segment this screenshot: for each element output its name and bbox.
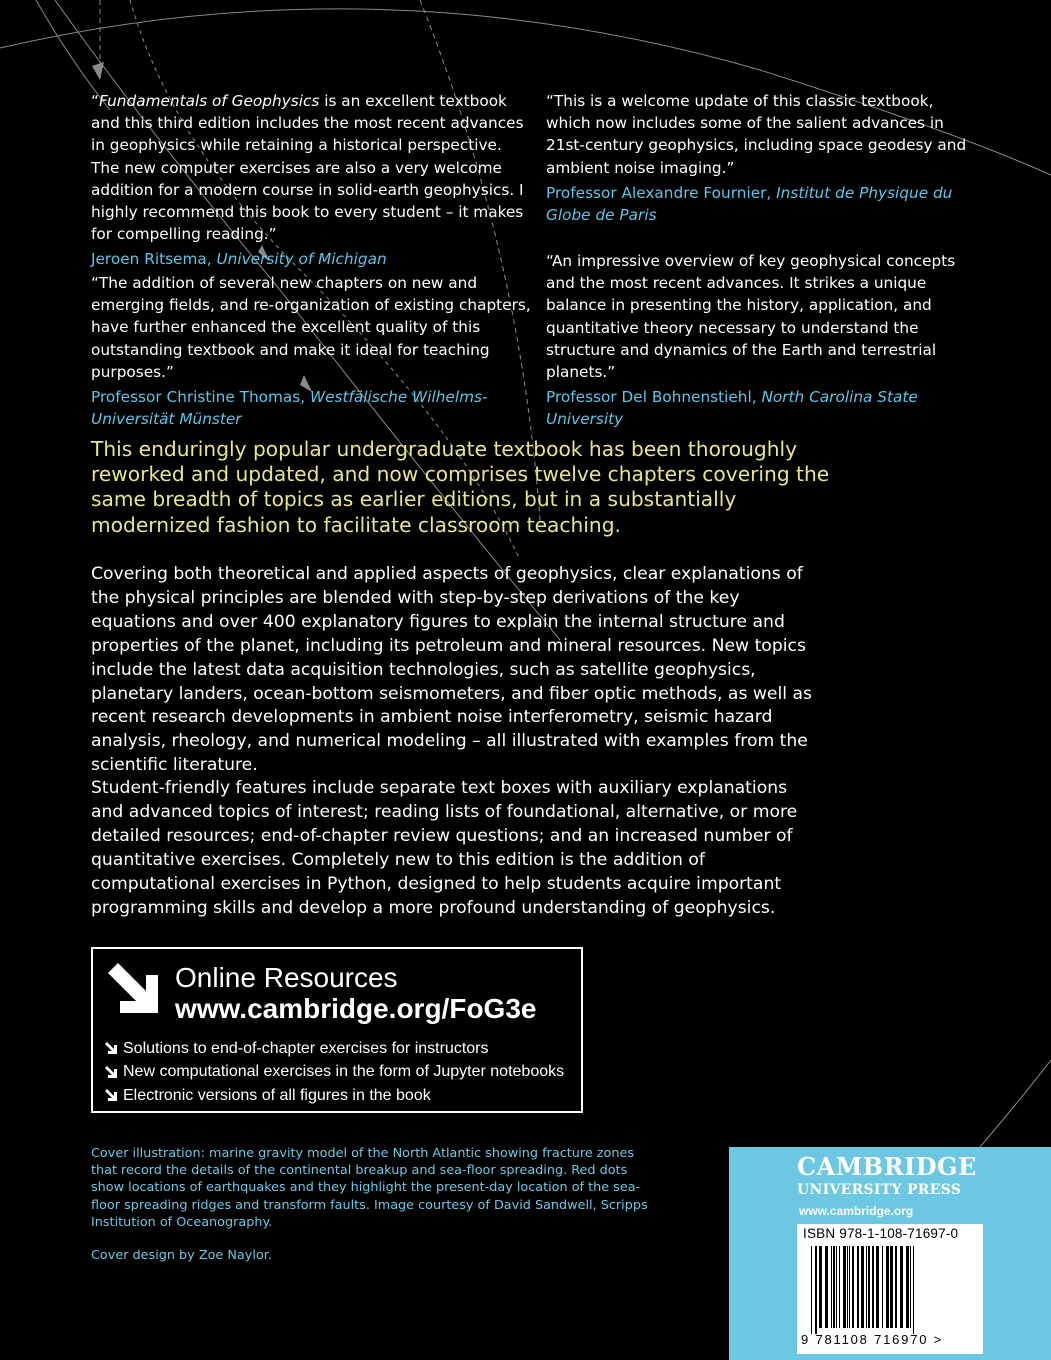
quote-attribution: Professor Del Bohnenstiehl, North Carolina State University <box>546 388 918 429</box>
cover-design-credit: Cover design by Zoe Naylor. <box>91 1248 272 1263</box>
list-item: New computational exercises in the form of Jupyter notebooks <box>105 1060 564 1083</box>
quote-thomas <box>91 272 531 430</box>
barcode-bar <box>906 1246 909 1328</box>
barcode-bar <box>890 1246 893 1328</box>
barcode-bar <box>866 1246 867 1328</box>
barcode-bar <box>895 1246 897 1328</box>
body-paragraph-2: Student-friendly features include separate text boxes with auxiliary explanations and advanced topics of interest; reading lists of foundational, alternative, or more detailed resources; end-of-chapter review questions; and an increased number of quantitative exercises. Completely new to this edition is the addition of computational exercises in Python, designed to help students acquire important programming skills and develop a more profound understanding of geophysics. <box>91 778 798 918</box>
barcode-bar <box>861 1246 864 1328</box>
quote-text: “Fundamentals of Geophysics is an excellent textbook and this third edition includes the most recent advances in geophysics while retaining a historical perspective. The new computer exercises are also a very welcome addition for a modern course in solid-earth geophysics. I highly recommend this book to every student – it makes for compelling reading.” <box>91 92 524 244</box>
barcode-bar <box>825 1246 828 1328</box>
barcode-bars <box>801 1246 979 1334</box>
barcode-bar <box>913 1246 914 1334</box>
online-resources-title: Online Resources <box>175 962 398 993</box>
barcode-bar <box>868 1246 870 1328</box>
barcode-bar <box>852 1246 854 1328</box>
online-resources-box <box>91 947 583 1113</box>
arrow-down-right-icon <box>105 1042 118 1055</box>
barcode-bar <box>847 1246 848 1328</box>
barcode-digits: 9 781108 716970 > <box>801 1332 944 1347</box>
arrow-down-right-icon <box>105 1089 118 1102</box>
barcode-bar <box>811 1246 812 1334</box>
list-item: Electronic versions of all figures in the book <box>105 1084 564 1107</box>
online-resources-list <box>105 1037 564 1107</box>
online-resources-url[interactable]: www.cambridge.org/FoG3e <box>175 993 537 1024</box>
body-paragraph-1: Covering both theoretical and applied aspects of geophysics, clear explanations of the physical principles are blended with step-by-step derivations of the key equations and over 400 explanatory figures to explain the internal structure and properties of the planet, including its petroleum and mineral resources. New topics include the latest data acquisition technologies, such as satellite geophysics, planetary landers, ocean-bottom seismometers, and fiber optic methods, as well as recent research developments in ambient noise interferometry, seismic hazard analysis, rheology, and numerical modeling – all illustrated with examples from the scientific literature. <box>91 564 813 776</box>
quote-ritsema <box>91 90 531 271</box>
barcode-bar <box>900 1246 903 1328</box>
quote-text: “An impressive overview of key geophysical concepts and the most recent advances. It strikes a unique balance in presenting the history, application, and quantitative theory necessary to understand the structure and dynamics of the Earth and terrestrial planets.” <box>546 252 956 382</box>
barcode-bar <box>831 1246 832 1328</box>
barcode-bar <box>882 1246 883 1328</box>
quote-fournier <box>546 90 978 226</box>
barcode-bar <box>839 1246 840 1328</box>
barcode-bar <box>872 1246 874 1328</box>
arrow-down-right-icon <box>105 1066 118 1079</box>
arrow-down-right-icon <box>108 963 162 1017</box>
quote-attribution: Professor Alexandre Fournier, Institut de Physique du Globe de Paris <box>546 183 953 225</box>
barcode-bar <box>849 1246 850 1328</box>
quote-attribution: Jeroen Ritsema, University of Michigan <box>91 250 387 269</box>
list-item: Solutions to end-of-chapter exercises for instructors <box>105 1037 564 1060</box>
barcode-bar <box>833 1246 835 1328</box>
quote-text: “This is a welcome update of this classic textbook, which now includes some of the salient advances in 21st-century geophysics, including space geodesy and ambient noise imaging.” <box>546 92 967 177</box>
lead-paragraph: This enduringly popular undergraduate textbook has been thoroughly reworked and updated, and now comprises twelve chapters covering the same breadth of topics as earlier editions, but in a substantially modernized fashion to facilitate classroom teaching. <box>91 437 830 537</box>
publisher-url: www.cambridge.org <box>799 1204 914 1218</box>
quote-bohnenstiehl <box>546 250 978 431</box>
barcode-bar <box>876 1246 879 1328</box>
publisher-name: CAMBRIDGE <box>797 1152 977 1181</box>
barcode-bar <box>815 1246 817 1334</box>
publisher-subtitle: UNIVERSITY PRESS <box>797 1182 962 1198</box>
barcode <box>797 1224 983 1354</box>
barcode-bar <box>843 1246 846 1328</box>
isbn-label: ISBN 978-1-108-71697-0 <box>803 1226 959 1241</box>
barcode-bar <box>886 1246 889 1328</box>
barcode-bar <box>910 1246 911 1328</box>
quote-attribution: Professor Christine Thomas, Westfälische Wilhelms-Universität Münster <box>91 388 488 429</box>
publisher-panel <box>729 1147 1051 1360</box>
quote-text: “The addition of several new chapters on new and emerging fields, and re-organization of existing chapters, have further enhanced the excellent quality of this outstanding textbook and make it ideal for teaching purposes.” <box>91 274 531 381</box>
barcode-bar <box>836 1246 837 1328</box>
cover-illustration-credit: Cover illustration: marine gravity model of the North Atlantic showing fracture zones that record the details of the continental breakup and sea-floor spreading. Red dots show locations of earthquakes and they highlight the present-day location of the sea-floor spreading ridges and transform faults. Image courtesy of David Sandwell, Scripps Institution of Oceanography. <box>91 1146 648 1230</box>
barcode-bar <box>857 1246 859 1328</box>
barcode-bar <box>819 1246 822 1328</box>
